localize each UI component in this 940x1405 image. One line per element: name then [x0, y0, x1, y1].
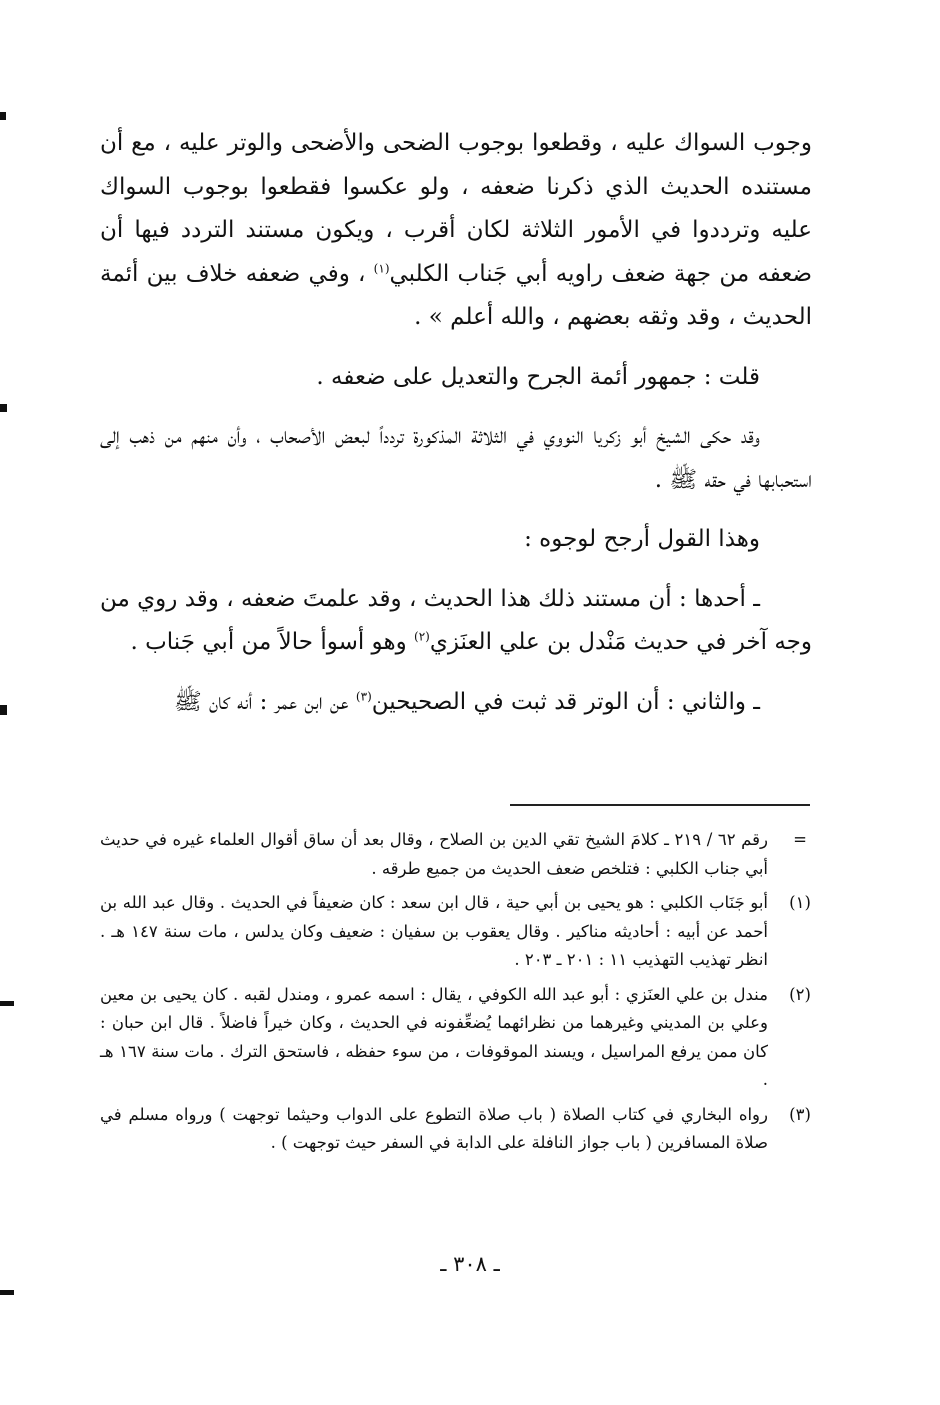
- footnote-text: رقم ٦٢ / ٢١٩ ـ كلامَ الشيخ تقي الدين بن الصلاح ، وقال بعد أن ساق أقوال العلماء غيره في حديث أبي جناب الكلبي : فتلخص ضعف الحديث من جميع طرقه .: [100, 830, 768, 878]
- footnotes: [100, 826, 820, 1164]
- page-number: ـ ٣٠٨ ـ: [440, 1252, 500, 1276]
- scan-edge-mark: [0, 1001, 14, 1006]
- footnote: [100, 826, 820, 883]
- footnote-text: رواه البخاري في كتاب الصلاة ( باب صلاة التطوع على الدواب وحيثما توجهت ) ورواه مسلم في صلاة المسافرين ( باب جواز النافلة على الدابة في السفر حيث توجهت ) .: [100, 1104, 768, 1152]
- footnote: [100, 1101, 820, 1158]
- footnote-ref: (٣): [355, 688, 372, 703]
- paragraph: ـ والثاني : أن الوتر قد ثبت في الصحيحين$^{(٣)}$ عن ابن عمر : أنه كان ﷺ: [173, 688, 760, 715]
- footnote: [100, 981, 820, 1095]
- footnote-separator: [510, 804, 810, 806]
- footnote-marker: (١): [789, 893, 811, 912]
- footnote-text: أبو جَنَاب الكلبي : هو يحيى بن أبي حية ، قال ابن سعد : كان ضعيفاً في الحديث . وقال عبد الله بن أحمد عن أبيه : أحاديثه مناكير . وقال يعقوب بن سفيان : ضعيف وكان يدلس ، مات سنة ١٤٧ هـ . انظر تهذيب التهذيب ١١ : ٢٠١ ـ ٢٠٣ .: [100, 893, 768, 969]
- footnote-ref: (٢): [414, 629, 430, 644]
- main-text: [100, 122, 812, 740]
- paragraph: وقد حكى الشيخ أبو زكريا النووي في الثلاثة المذكورة تردداً لبعض الأصحاب ، وأن منهم من ذهب إلى استحبابها في حقه ﷺ .: [100, 423, 812, 493]
- scan-edge-mark: [0, 112, 6, 120]
- paragraph: وجوب السواك عليه ، وقطعوا بوجوب الضحى والأضحى والوتر عليه ، مع أن مستنده الحديث الذي ذكرنا ضعفه ، ولو عكسوا فقطعوا بوجوب السواك عليه وترددوا في الأمور الثلاثة لكان أقرب ، ويكون مستند التردد فيها أن ضعفه من جهة ضعف راويه أبي جَناب الكلبي$^{(١)}$ ، وفي ضعفه خلاف بين أئمة الحديث ، وقد وثقه بعضهم ، والله أعلم » .: [100, 130, 812, 330]
- scan-edge-mark: [0, 1290, 14, 1295]
- footnote-ref: (١): [373, 260, 390, 275]
- footnote-marker: (٢): [789, 984, 811, 1004]
- footnote-text: مندل بن علي العنَزي : أبو عبد الله الكوفي ، يقال : اسمه عمرو ، ومندل لقبه . كان يحيى بن معين وعلي بن المديني وغيرهما من نظرائهما يُضعِّفونه في الحديث ، وكان خيراً فاضلاً . قال ابن حبان : كان ممن يرفع المراسيل ، ويسند الموقوفات ، من سوء حفظه ، فاستحق الترك . مات سنة ١٦٧ هـ .: [100, 984, 769, 1089]
- paragraph: ـ أحدها : أن مستند ذلك هذا الحديث ، وقد علمتَ ضعفه ، وقد روي من وجه آخر في حديث مَنْدل بن علي العنَزي$^{(٢)}$ وهو أسوأ حالاً من أبي جَناب .: [100, 585, 812, 655]
- scan-edge-mark: [0, 705, 7, 715]
- paragraph: قلت : جمهور أئمة الجرح والتعديل على ضعفه .: [316, 363, 760, 390]
- footnote-marker: =: [793, 830, 807, 849]
- footnote: [100, 889, 820, 975]
- paragraph: وهذا القول أرجح لوجوه :: [524, 526, 760, 552]
- scan-edge-mark: [0, 404, 7, 412]
- footnote-marker: (٣): [789, 1104, 811, 1124]
